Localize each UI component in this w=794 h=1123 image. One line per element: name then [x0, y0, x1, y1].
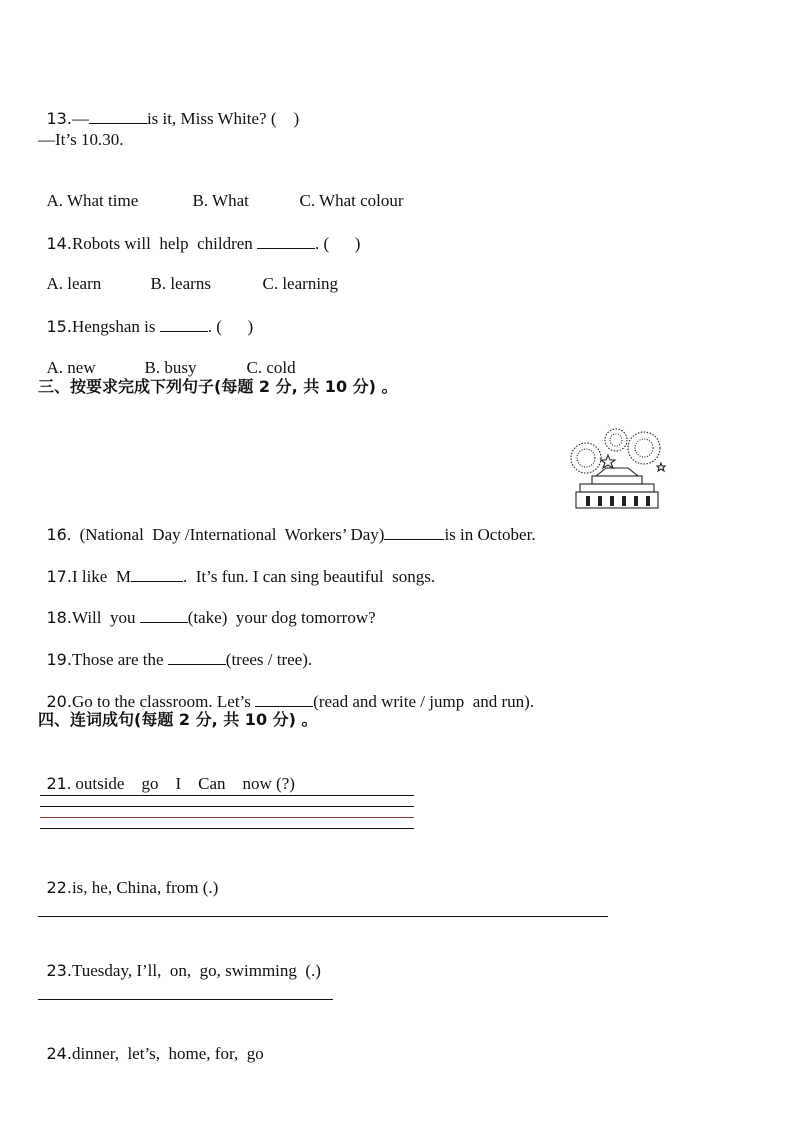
answer-line[interactable]	[38, 999, 333, 1000]
answer-blank[interactable]	[168, 649, 226, 665]
writing-line[interactable]	[40, 828, 414, 829]
answer-blank[interactable]	[257, 233, 315, 249]
question-text-end: (read and write / jump and run).	[313, 692, 535, 711]
question-text: Hengshan is	[71, 317, 160, 336]
answer-blank[interactable]	[89, 108, 147, 124]
question-text: I like M	[71, 567, 131, 586]
question-number: 24.	[46, 1044, 72, 1063]
section-4-heading: 四、连词成句(每题 2 分, 共 10 分) 。	[38, 710, 318, 729]
section-3-heading: 三、按要求完成下列句子(每题 2 分, 共 10 分) 。	[38, 377, 398, 396]
question-number: 14.	[46, 234, 72, 253]
question-24	[38, 1024, 264, 1064]
answer-line[interactable]	[38, 916, 608, 917]
answer-blank[interactable]	[140, 607, 188, 623]
question-number: 17.	[46, 567, 72, 586]
option-a[interactable]: A. new	[46, 358, 96, 377]
answer-blank[interactable]	[384, 524, 444, 540]
question-14	[38, 213, 360, 254]
question-number: 23.	[46, 961, 72, 980]
question-number: 21	[46, 774, 67, 793]
question-text-end: . It’s fun. I can sing beautiful songs.	[182, 567, 436, 586]
option-b[interactable]: B. busy	[144, 358, 197, 377]
question-number: 13.	[46, 109, 72, 128]
option-b[interactable]: B. learns	[150, 274, 211, 293]
question-text-end: (trees / tree).	[225, 650, 313, 669]
question-number: 19.	[46, 650, 72, 669]
question-15-options	[38, 338, 296, 378]
option-a[interactable]: A. learn	[46, 274, 102, 293]
question-22	[38, 858, 218, 898]
question-13-reply: —It’s 10.30.	[38, 130, 124, 149]
question-13	[38, 88, 299, 129]
writing-line[interactable]	[40, 817, 414, 818]
question-text: . (National Day /International Workers’ Day)	[66, 525, 385, 544]
question-text: . outside go I Can now (?)	[66, 774, 295, 793]
question-number: 18.	[46, 608, 72, 627]
question-15	[38, 296, 253, 337]
question-number: 16	[46, 525, 67, 544]
writing-line[interactable]	[40, 795, 414, 796]
question-text: Robots will help children	[71, 234, 258, 253]
question-text: is, he, China, from (.)	[71, 878, 219, 897]
question-16	[38, 504, 536, 545]
question-20	[38, 671, 534, 712]
answer-blank[interactable]	[160, 316, 208, 332]
question-13-options	[38, 171, 404, 211]
question-text-end: (take) your dog tomorrow?	[187, 608, 376, 627]
question-text: Go to the classroom. Let’s	[71, 692, 256, 711]
answer-blank[interactable]	[131, 566, 183, 582]
question-text-end: . ( )	[315, 234, 361, 253]
option-c[interactable]: C. What colour	[299, 191, 404, 210]
question-text: Will you	[71, 608, 140, 627]
question-17	[38, 546, 435, 587]
question-23	[38, 941, 321, 981]
question-text-end: . ( )	[207, 317, 254, 336]
writing-line[interactable]	[40, 806, 414, 807]
dash: —	[71, 109, 89, 128]
question-19	[38, 629, 312, 670]
tiananmen-fireworks-icon	[566, 426, 668, 514]
question-text-end: is in October.	[444, 525, 536, 544]
question-number: 15.	[46, 317, 72, 336]
question-text: Tuesday, I’ll, on, go, swimming (.)	[71, 961, 321, 980]
option-c[interactable]: C. learning	[262, 274, 339, 293]
option-b[interactable]: B. What	[192, 191, 249, 210]
question-number: 22.	[46, 878, 72, 897]
answer-blank[interactable]	[255, 691, 313, 707]
question-14-options	[38, 254, 338, 294]
question-21	[38, 754, 295, 794]
option-a[interactable]: A. What time	[46, 191, 139, 210]
question-text: dinner, let’s, home, for, go	[71, 1044, 264, 1063]
question-number: 20.	[46, 692, 72, 711]
question-18	[38, 587, 376, 628]
question-text: is it, Miss White? ( )	[146, 109, 300, 128]
question-text: Those are the	[71, 650, 168, 669]
option-c[interactable]: C. cold	[246, 358, 296, 377]
